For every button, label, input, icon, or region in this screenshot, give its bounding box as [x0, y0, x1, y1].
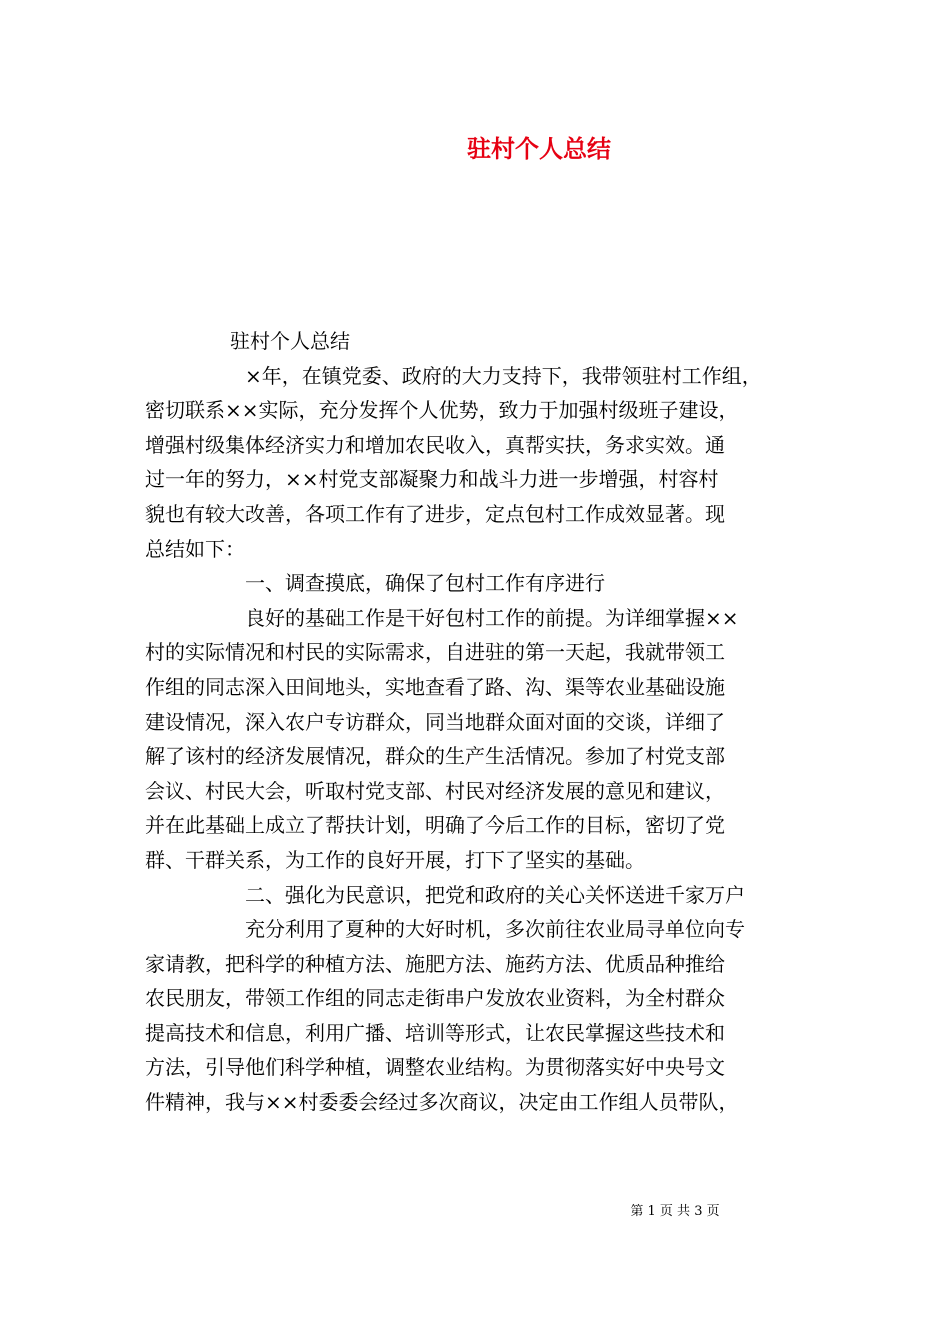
text-line: 充分利用了夏种的大好时机，多次前往农业局寻单位向专 [245, 917, 745, 942]
text-line: 貌也有较大改善，各项工作有了进步，定点包村工作成效显著。现 [145, 501, 725, 526]
text-line: 建设情况，深入农户专访群众，同当地群众面对面的交谈，详细了 [145, 709, 725, 734]
text-line: 密切联系××实际，充分发挥个人优势，致力于加强村级班子建设， [145, 398, 739, 423]
text-line: 会议、村民大会，听取村党支部、村民对经济发展的意见和建议， [145, 778, 725, 803]
text-line: 并在此基础上成立了帮扶计划，明确了今后工作的目标，密切了党 [145, 813, 725, 838]
text-line: 方法，引导他们科学种植，调整农业结构。为贯彻落实好中央号文 [145, 1055, 725, 1080]
document-body [145, 324, 825, 1120]
text-line: 作组的同志深入田间地头，实地查看了路、沟、渠等农业基础设施 [145, 674, 725, 699]
document-title: 驻村个人总结 [467, 134, 611, 163]
text-line: 家请教，把科学的种植方法、施肥方法、施药方法、优质品种推给 [145, 951, 725, 976]
text-line: 群、干群关系，为工作的良好开展，打下了坚实的基础。 [145, 847, 645, 872]
text-line: 农民朋友，带领工作组的同志走街串户发放农业资料，为全村群众 [145, 986, 725, 1011]
text-line: 件精神，我与××村委委会经过多次商议，决定由工作组人员带队， [145, 1090, 739, 1115]
text-line: 村的实际情况和村民的实际需求，自进驻的第一天起，我就带领工 [145, 640, 725, 665]
text-line: 二、强化为民意识，把党和政府的关心关怀送进千家万户 [245, 882, 745, 907]
text-line: 良好的基础工作是干好包村工作的前提。为详细掌握×× [245, 605, 739, 630]
text-line: 解了该村的经济发展情况，群众的生产生活情况。参加了村党支部 [145, 744, 725, 769]
page-number-footer: 第 1 页 共 3 页 [630, 1204, 720, 1219]
text-line: 总结如下： [145, 536, 245, 561]
text-line: 增强村级集体经济实力和增加农民收入，真帮实扶，务求实效。通 [145, 432, 725, 457]
text-line: ×年，在镇党委、政府的大力支持下，我带领驻村工作组， [245, 363, 762, 388]
text-line: 驻村个人总结 [230, 329, 350, 353]
text-line: 提高技术和信息，利用广播、培训等形式，让农民掌握这些技术和 [145, 1020, 725, 1045]
text-line: 过一年的努力，××村党支部凝聚力和战斗力进一步增强，村容村 [145, 467, 719, 492]
text-line: 一、调查摸底，确保了包村工作有序进行 [245, 571, 605, 596]
